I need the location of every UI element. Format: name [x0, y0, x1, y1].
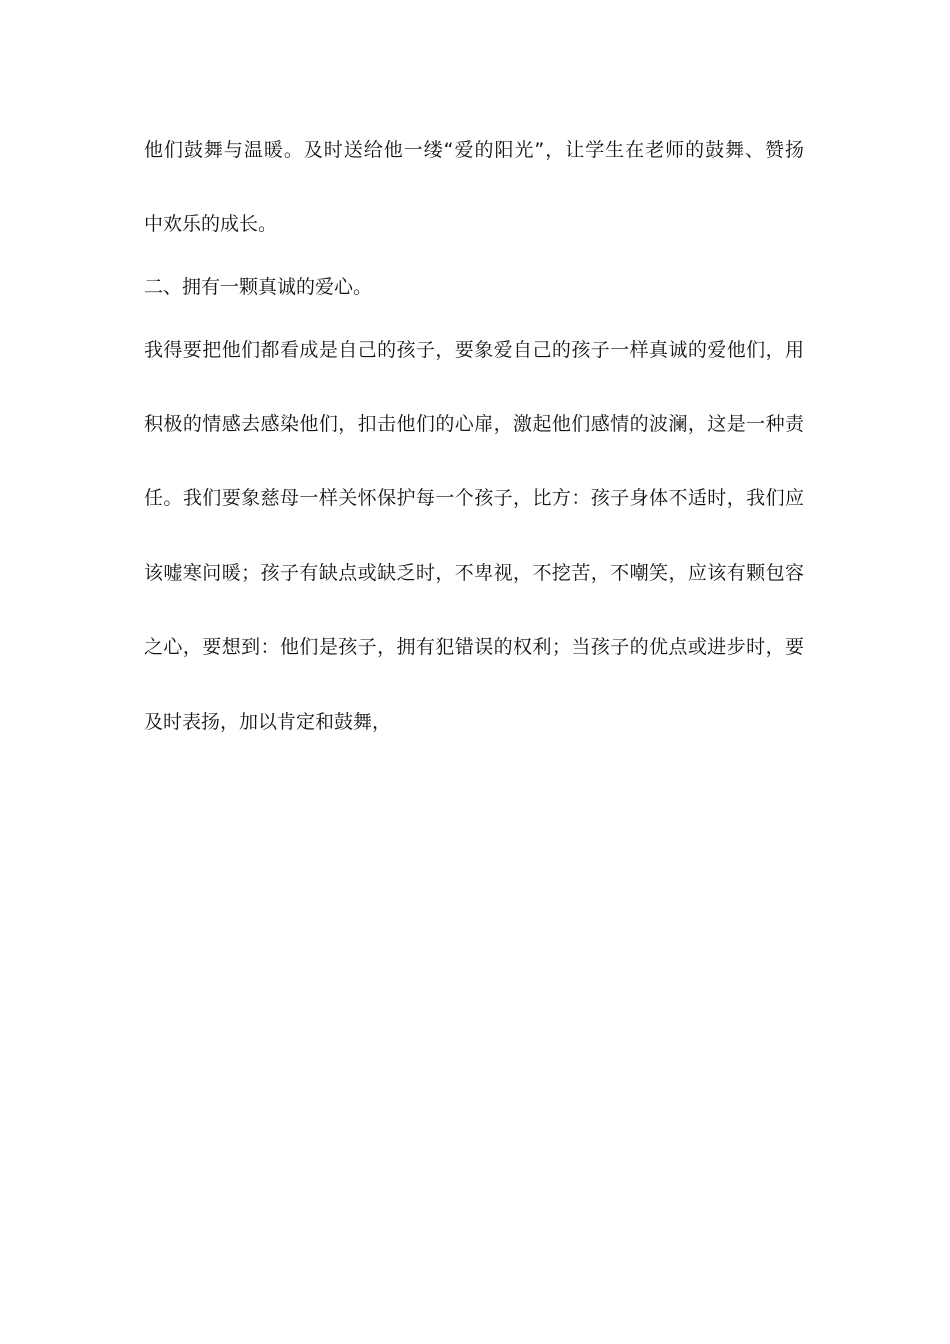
paragraph-line-3: 我得要把他们都看成是自己的孩子，要象爱自己的孩子一样真诚的爱他们，用 — [144, 339, 804, 361]
paragraph-line-4: 积极的情感去感染他们，扣击他们的心扉，激起他们感情的波澜，这是一种责 — [144, 413, 804, 435]
paragraph-line-5: 任。我们要象慈母一样关怀保护每一个孩子，比方：孩子身体不适时，我们应 — [144, 487, 804, 509]
paragraph-line-1: 他们鼓舞与温暖。及时送给他一缕“爱的阳光”，让学生在老师的鼓舞、赞扬 — [144, 139, 804, 161]
paragraph-line-8: 及时表扬，加以肯定和鼓舞， — [144, 711, 392, 733]
section-heading: 二、拥有一颗真诚的爱心。 — [144, 276, 373, 298]
paragraph-line-7: 之心，要想到：他们是孩子，拥有犯错误的权利；当孩子的优点或进步时，要 — [144, 636, 804, 658]
paragraph-line-2: 中欢乐的成长。 — [144, 213, 278, 235]
paragraph-line-6: 该嘘寒问暖；孩子有缺点或缺乏时，不卑视，不挖苦，不嘲笑，应该有颗包容 — [144, 562, 804, 584]
